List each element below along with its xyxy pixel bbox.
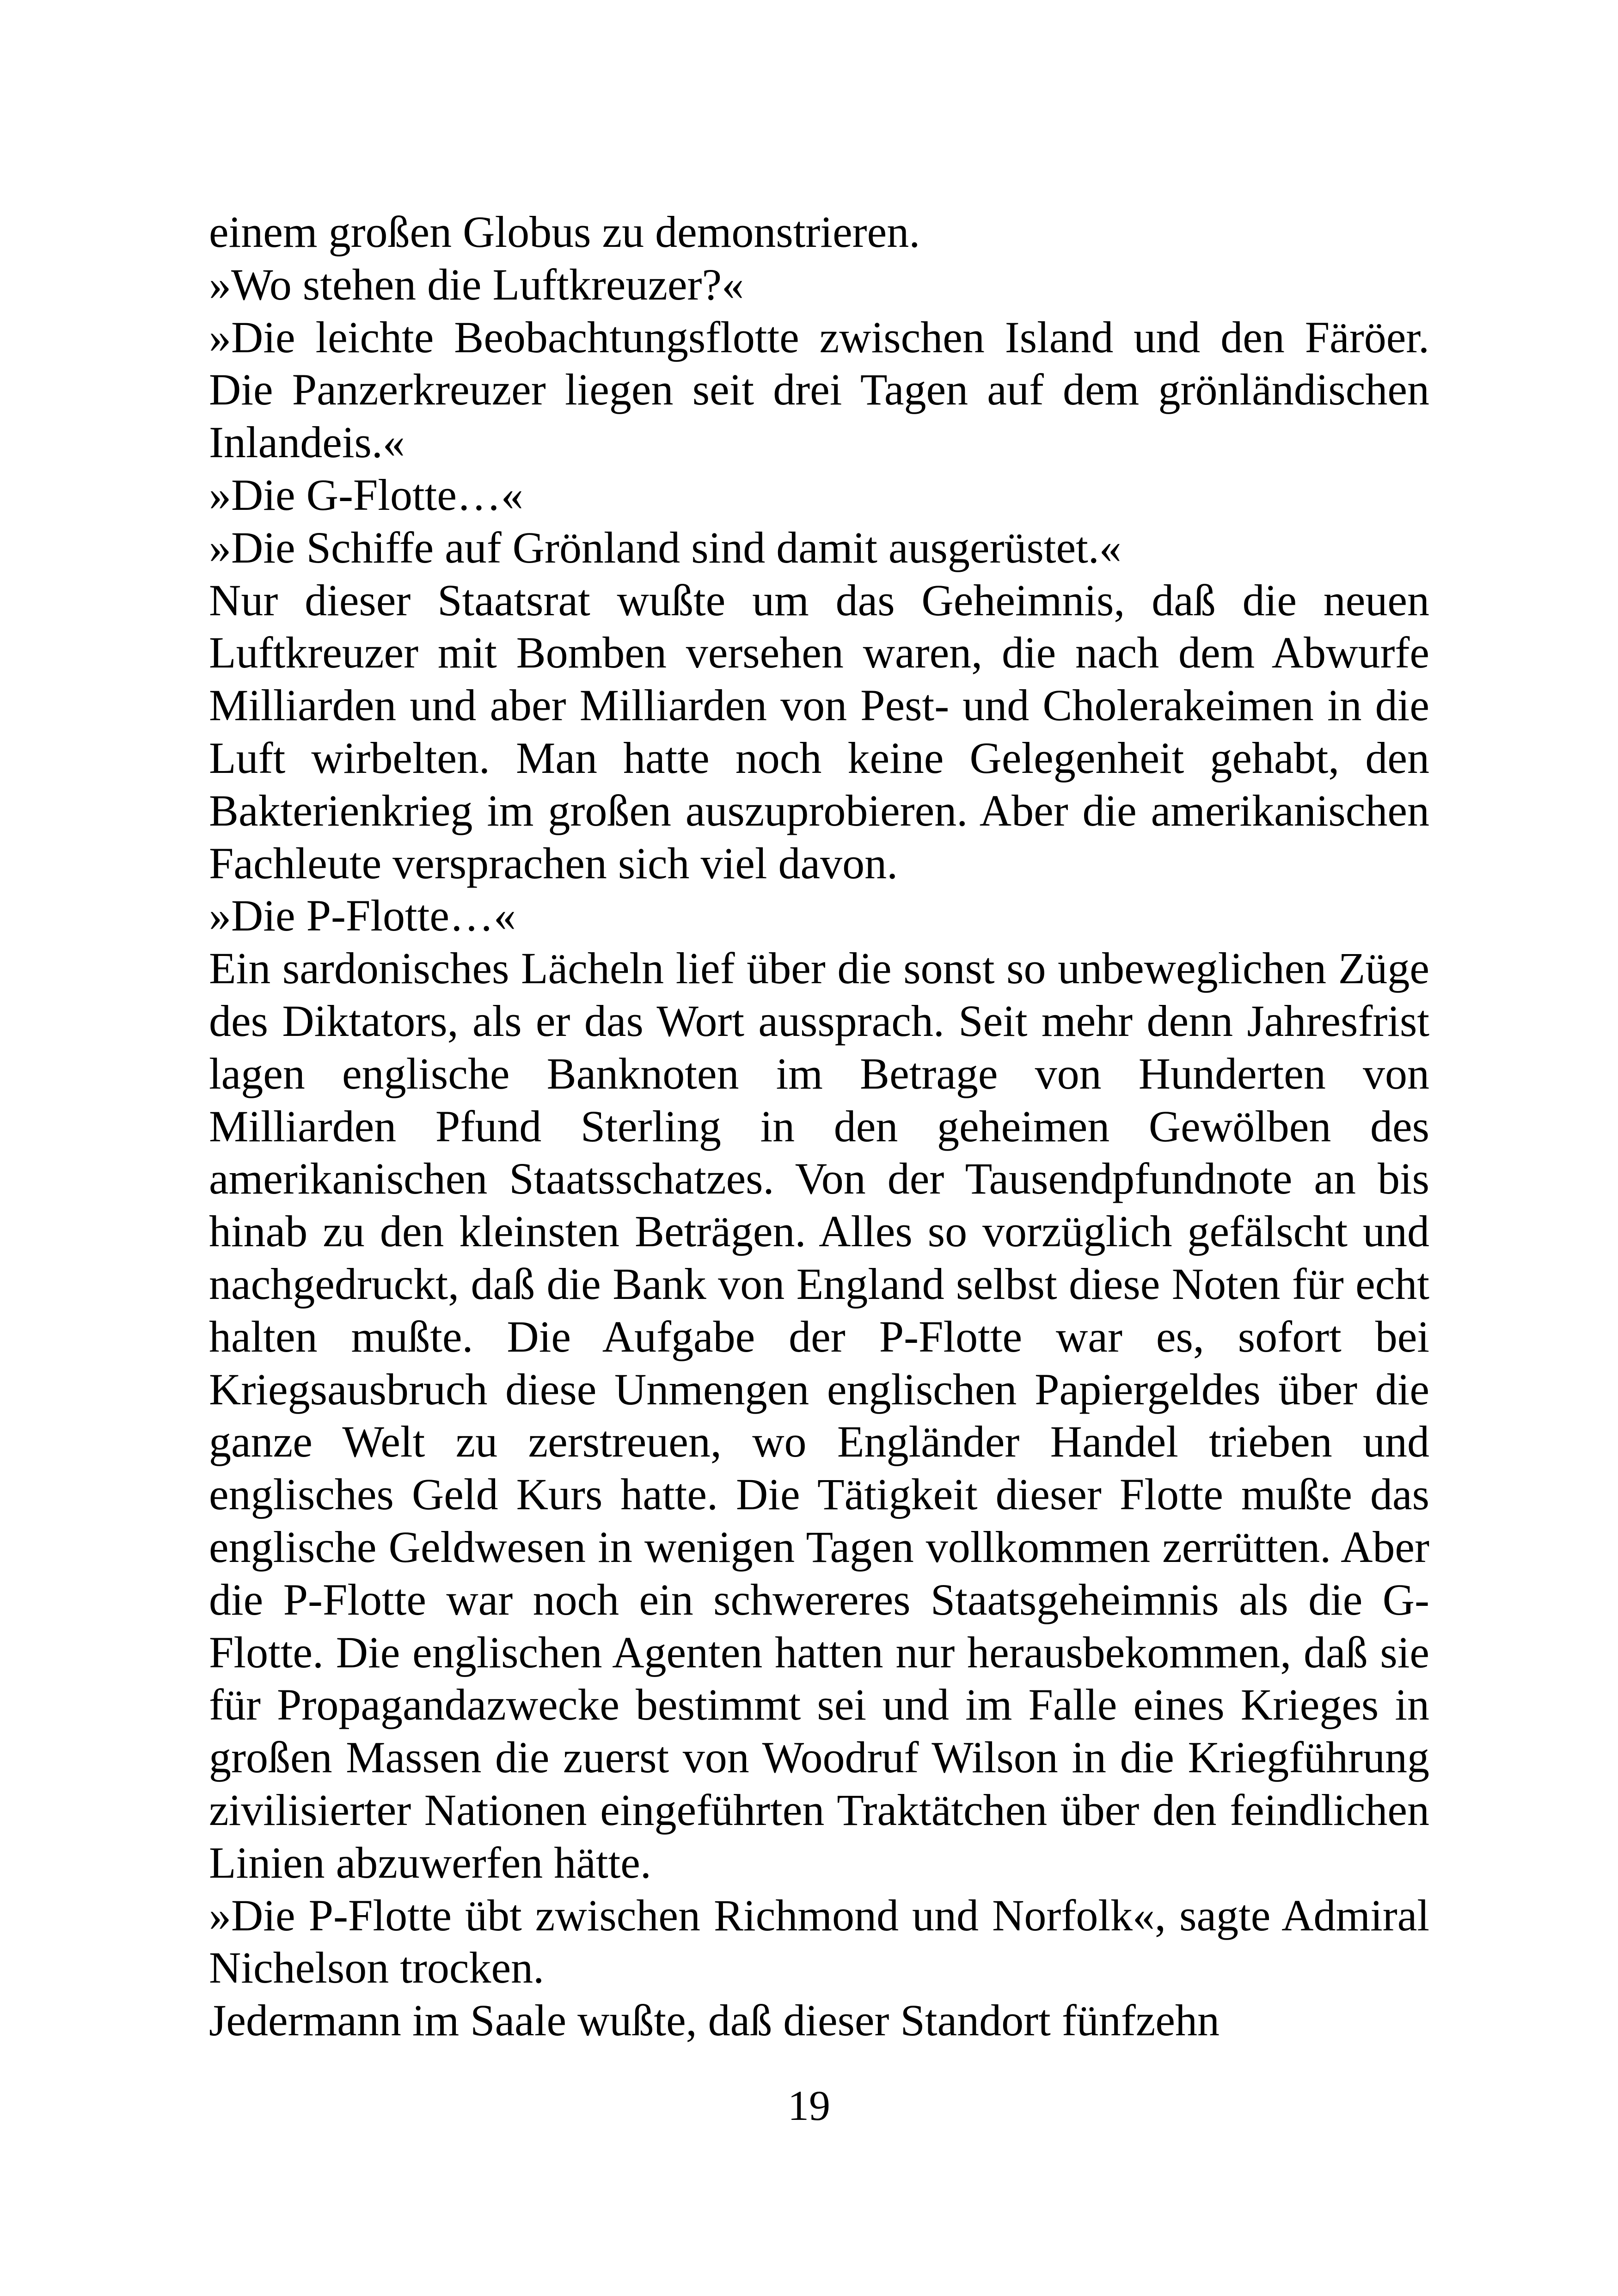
paragraph: »Die G-Flotte…«	[209, 470, 523, 520]
paragraph: Ein sardonisches Lächeln lief über die sonst so unbeweglichen Züge des Diktators, als er das Wort aussprach. Seit mehr denn Jahresfrist lagen englische Banknoten im Betrage von Hunderten von Milliarden Pfund Sterling in den geheimen Gewölben des amerikanischen Staatsschatzes. Von der Tausendpfundnote an bis hinab zu den kleinsten Beträgen. Alles so vorzüglich gefälscht und nachgedruckt, daß die Bank von England selbst diese Noten für echt halten mußte. Die Aufgabe der P-Flotte war es, sofort bei Kriegsausbruch diese Unmengen englischen Papiergeldes über die ganze Welt zu zerstreuen, wo Engländer Handel trieben und englisches Geld Kurs hatte. Die Tätigkeit dieser Flotte mußte das englische Geldwesen in wenigen Tagen vollkommen zerrütten. Aber die P-Flotte war noch ein schwereres Staatsgeheimnis als die G-Flotte. Die englischen Agenten hatten nur herausbekommen, daß sie für Propagandazwecke bestimmt sei und im Falle eines Krieges in großen Massen die zuerst von Woodruf Wilson in die Kriegführung zivilisierter Nationen eingeführten Traktätchen über den feindlichen Linien abzuwerfen hätte.	[209, 943, 1429, 1887]
paragraph: Nur dieser Staatsrat wußte um das Geheimnis, daß die neuen Luftkreuzer mit Bomben versehen waren, die nach dem Abwurfe Milliarden und aber Milliarden von Pest- und Cholerakeimen in die Luft wirbelten. Man hatte noch keine Gelegenheit gehabt, den Bakterienkrieg im großen auszuprobieren. Aber die amerikanischen Fachleute versprachen sich viel davon.	[209, 575, 1429, 888]
paragraph: einem großen Globus zu demonstrieren.	[209, 207, 920, 257]
paragraph: Jedermann im Saale wußte, daß dieser Standort fünfzehn	[209, 1996, 1220, 2045]
paragraph: »Wo stehen die Luftkreuzer?«	[209, 259, 744, 309]
page-number: 19	[788, 2082, 830, 2129]
paragraph: »Die P-Flotte übt zwischen Richmond und Norfolk«, sagte Admiral Nichelson trocken.	[209, 1890, 1429, 1993]
body-text	[209, 206, 1429, 2047]
paragraph: »Die P-Flotte…«	[209, 891, 516, 941]
paragraph: »Die Schiffe auf Grönland sind damit ausgerüstet.«	[209, 522, 1122, 572]
paragraph: »Die leichte Beobachtungsflotte zwischen Island und den Färöer. Die Panzerkreuzer liegen seit drei Tagen auf dem grönländischen Inlandeis.«	[209, 312, 1429, 467]
